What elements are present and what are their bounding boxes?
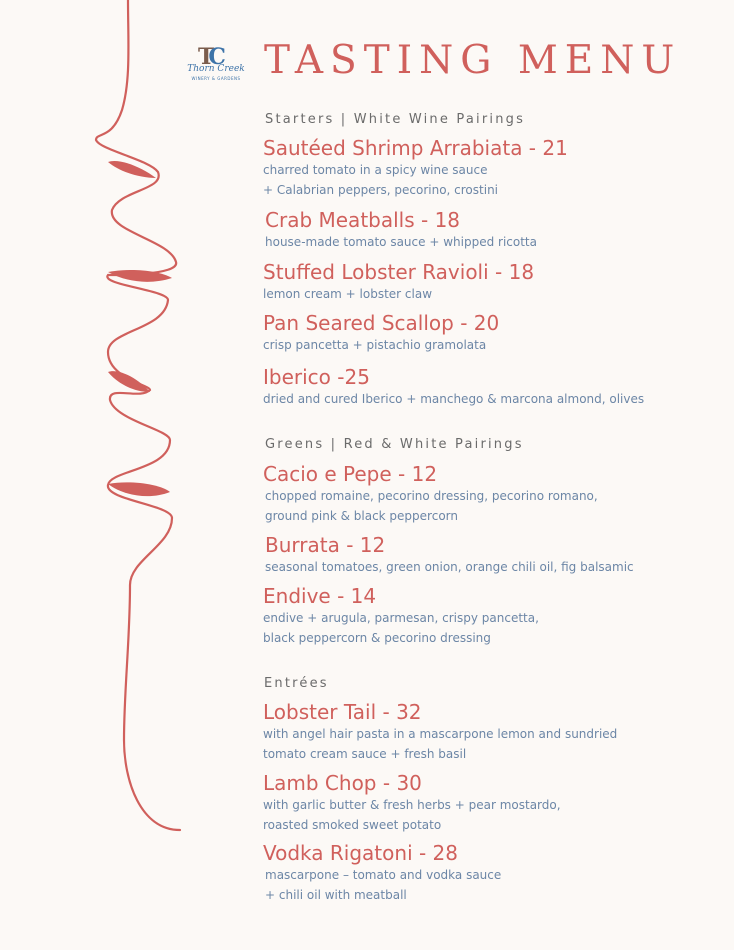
menu-item-description: endive + arugula, parmesan, crispy pancetta, — [263, 611, 539, 625]
winery-logo — [186, 44, 246, 86]
menu-item-description: tomato cream sauce + fresh basil — [263, 747, 467, 761]
menu-item — [263, 136, 568, 200]
menu-item-name: Vodka Rigatoni - 28 — [263, 841, 458, 865]
menu-item-description: house-made tomato sauce + whipped ricotta — [265, 235, 537, 249]
menu-item-name: Endive - 14 — [263, 584, 377, 608]
section-heading-greens: Greens | Red & White Pairings — [265, 437, 524, 452]
menu-item-name: Sautéed Shrimp Arrabiata - 21 — [263, 136, 568, 160]
menu-item-name: Iberico -25 — [263, 365, 370, 389]
menu-item-name: Crab Meatballs - 18 — [265, 208, 461, 232]
menu-item-description: + Calabrian peppers, pecorino, crostini — [263, 183, 499, 197]
menu-item-description: roasted smoked sweet potato — [263, 818, 442, 832]
menu-item-name: Lamb Chop - 30 — [263, 771, 422, 795]
menu-item — [263, 260, 534, 304]
logo-script: Thorn Creek — [187, 64, 245, 74]
menu-item-name: Lobster Tail - 32 — [263, 700, 422, 724]
menu-item-description: ground pink & black peppercorn — [265, 509, 458, 523]
menu-item-description: dried and cured Iberico + manchego & marcona almond, olives — [263, 392, 645, 406]
menu-item — [263, 700, 617, 764]
menu-item — [263, 771, 561, 835]
menu-item-description: seasonal tomatoes, green onion, orange chili oil, fig balsamic — [265, 560, 634, 574]
menu-item — [263, 365, 644, 409]
menu-item-name: Cacio e Pepe - 12 — [263, 462, 438, 486]
page-title: TASTING MENU — [264, 38, 682, 83]
section-heading-entrees: Entrées — [264, 676, 329, 691]
menu-item-description: with angel hair pasta in a mascarpone lemon and sundried — [263, 727, 618, 741]
menu-item-description: charred tomato in a spicy wine sauce — [263, 163, 488, 177]
menu-item-description: lemon cream + lobster claw — [263, 287, 433, 301]
menu-item — [265, 208, 537, 252]
menu-item-description: + chili oil with meatball — [265, 888, 407, 902]
menu-item — [263, 462, 598, 526]
menu-item-name: Burrata - 12 — [265, 533, 386, 557]
menu-item — [263, 584, 539, 648]
menu-item — [263, 841, 501, 905]
menu-item-name: Stuffed Lobster Ravioli - 18 — [263, 260, 535, 284]
menu-item-description: crisp pancetta + pistachio gramolata — [263, 338, 487, 352]
menu-item-description: mascarpone – tomato and vodka sauce — [265, 868, 502, 882]
section-heading-starters: Starters | White Wine Pairings — [265, 112, 526, 127]
menu-item — [265, 533, 634, 577]
menu-item-description: with garlic butter & fresh herbs + pear mostardo, — [263, 798, 561, 812]
menu-item-description: black peppercorn & pecorino dressing — [263, 631, 491, 645]
logo-monogram: TC — [198, 44, 220, 70]
menu-item — [263, 311, 499, 355]
logo-subtitle: WINERY & GARDENS — [191, 76, 241, 81]
menu-item-description: chopped romaine, pecorino dressing, pecorino romano, — [265, 489, 598, 503]
menu-item-name: Pan Seared Scallop - 20 — [263, 311, 500, 335]
